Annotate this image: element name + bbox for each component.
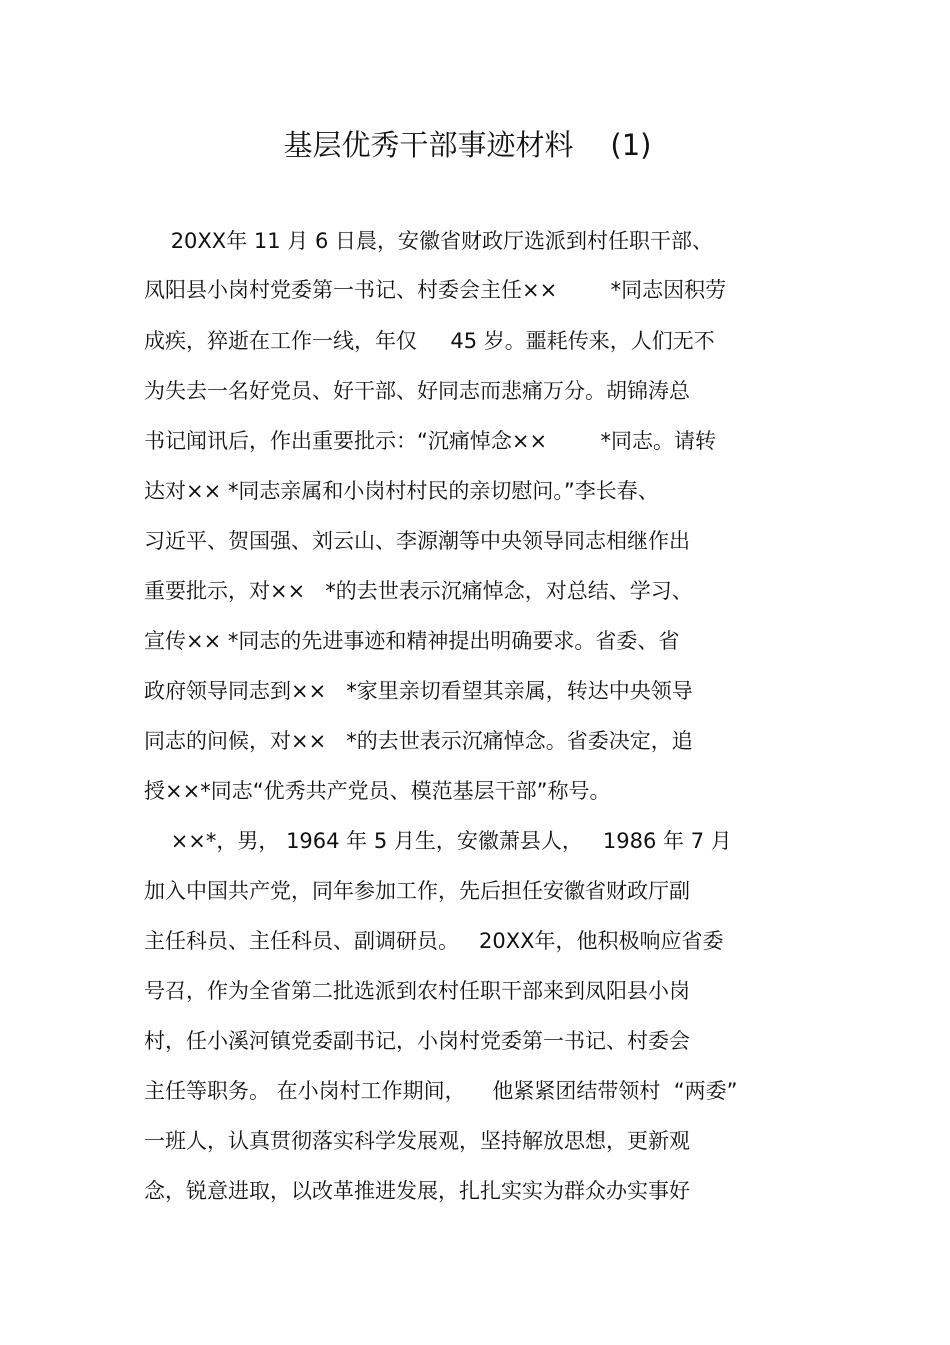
text-line: 习近平、贺国强、刘云山、李源潮等中央领导同志相继作出 xyxy=(144,529,690,553)
text-line: 重要批示，对×× *的去世表示沉痛悼念，对总结、学习、 xyxy=(144,579,693,603)
text-line: 凤阳县小岗村党委第一书记、村委会主任×× *同志因积劳 xyxy=(144,278,727,302)
text-line: 号召，作为全省第二批选派到农村任职干部来到凤阳县小岗 xyxy=(144,979,690,1003)
text-line: 达对×× *同志亲属和小岗村村民的亲切慰问。”李长春、 xyxy=(144,479,659,503)
text-line: 主任科员、主任科员、副调研员。 20XX年，他积极响应省委 xyxy=(144,929,724,953)
text-line: 授××*同志“优秀共产党员、模范基层干部”称号。 xyxy=(144,779,611,803)
document-title: 基层优秀干部事迹材料 (1) xyxy=(283,128,652,162)
text-line: 主任等职务。 在小岗村工作期间， 他紧紧团结带领村 “两委” xyxy=(144,1079,738,1103)
text-line: 念，锐意进取，以改革推进发展，扎扎实实为群众办实事好 xyxy=(144,1179,690,1203)
text-line: 政府领导同志到×× *家里亲切看望其亲属，转达中央领导 xyxy=(144,679,693,703)
text-line: ××*，男， 1964 年 5 月生，安徽萧县人， 1986 年 7 月 xyxy=(144,829,732,853)
text-line: 同志的问候，对×× *的去世表示沉痛悼念。省委决定，追 xyxy=(144,729,693,753)
text-line: 加入中国共产党，同年参加工作，先后担任安徽省财政厅副 xyxy=(144,879,690,903)
text-line: 村，任小溪河镇党委副书记，小岗村党委第一书记、村委会 xyxy=(144,1029,690,1053)
text-line: 一班人，认真贯彻落实科学发展观，坚持解放思想，更新观 xyxy=(144,1129,690,1153)
text-line: 宣传×× *同志的先进事迹和精神提出明确要求。省委、省 xyxy=(144,629,680,653)
text-line: 20XX年 11 月 6 日晨，安徽省财政厅选派到村任职干部、 xyxy=(144,229,713,253)
text-line: 成疾，猝逝在工作一线，年仅 45 岁。噩耗传来，人们无不 xyxy=(144,329,715,353)
text-line: 书记闻讯后，作出重要批示：“沉痛悼念×× *同志。请转 xyxy=(144,429,716,453)
text-line: 为失去一名好党员、好干部、好同志而悲痛万分。胡锦涛总 xyxy=(144,379,690,403)
